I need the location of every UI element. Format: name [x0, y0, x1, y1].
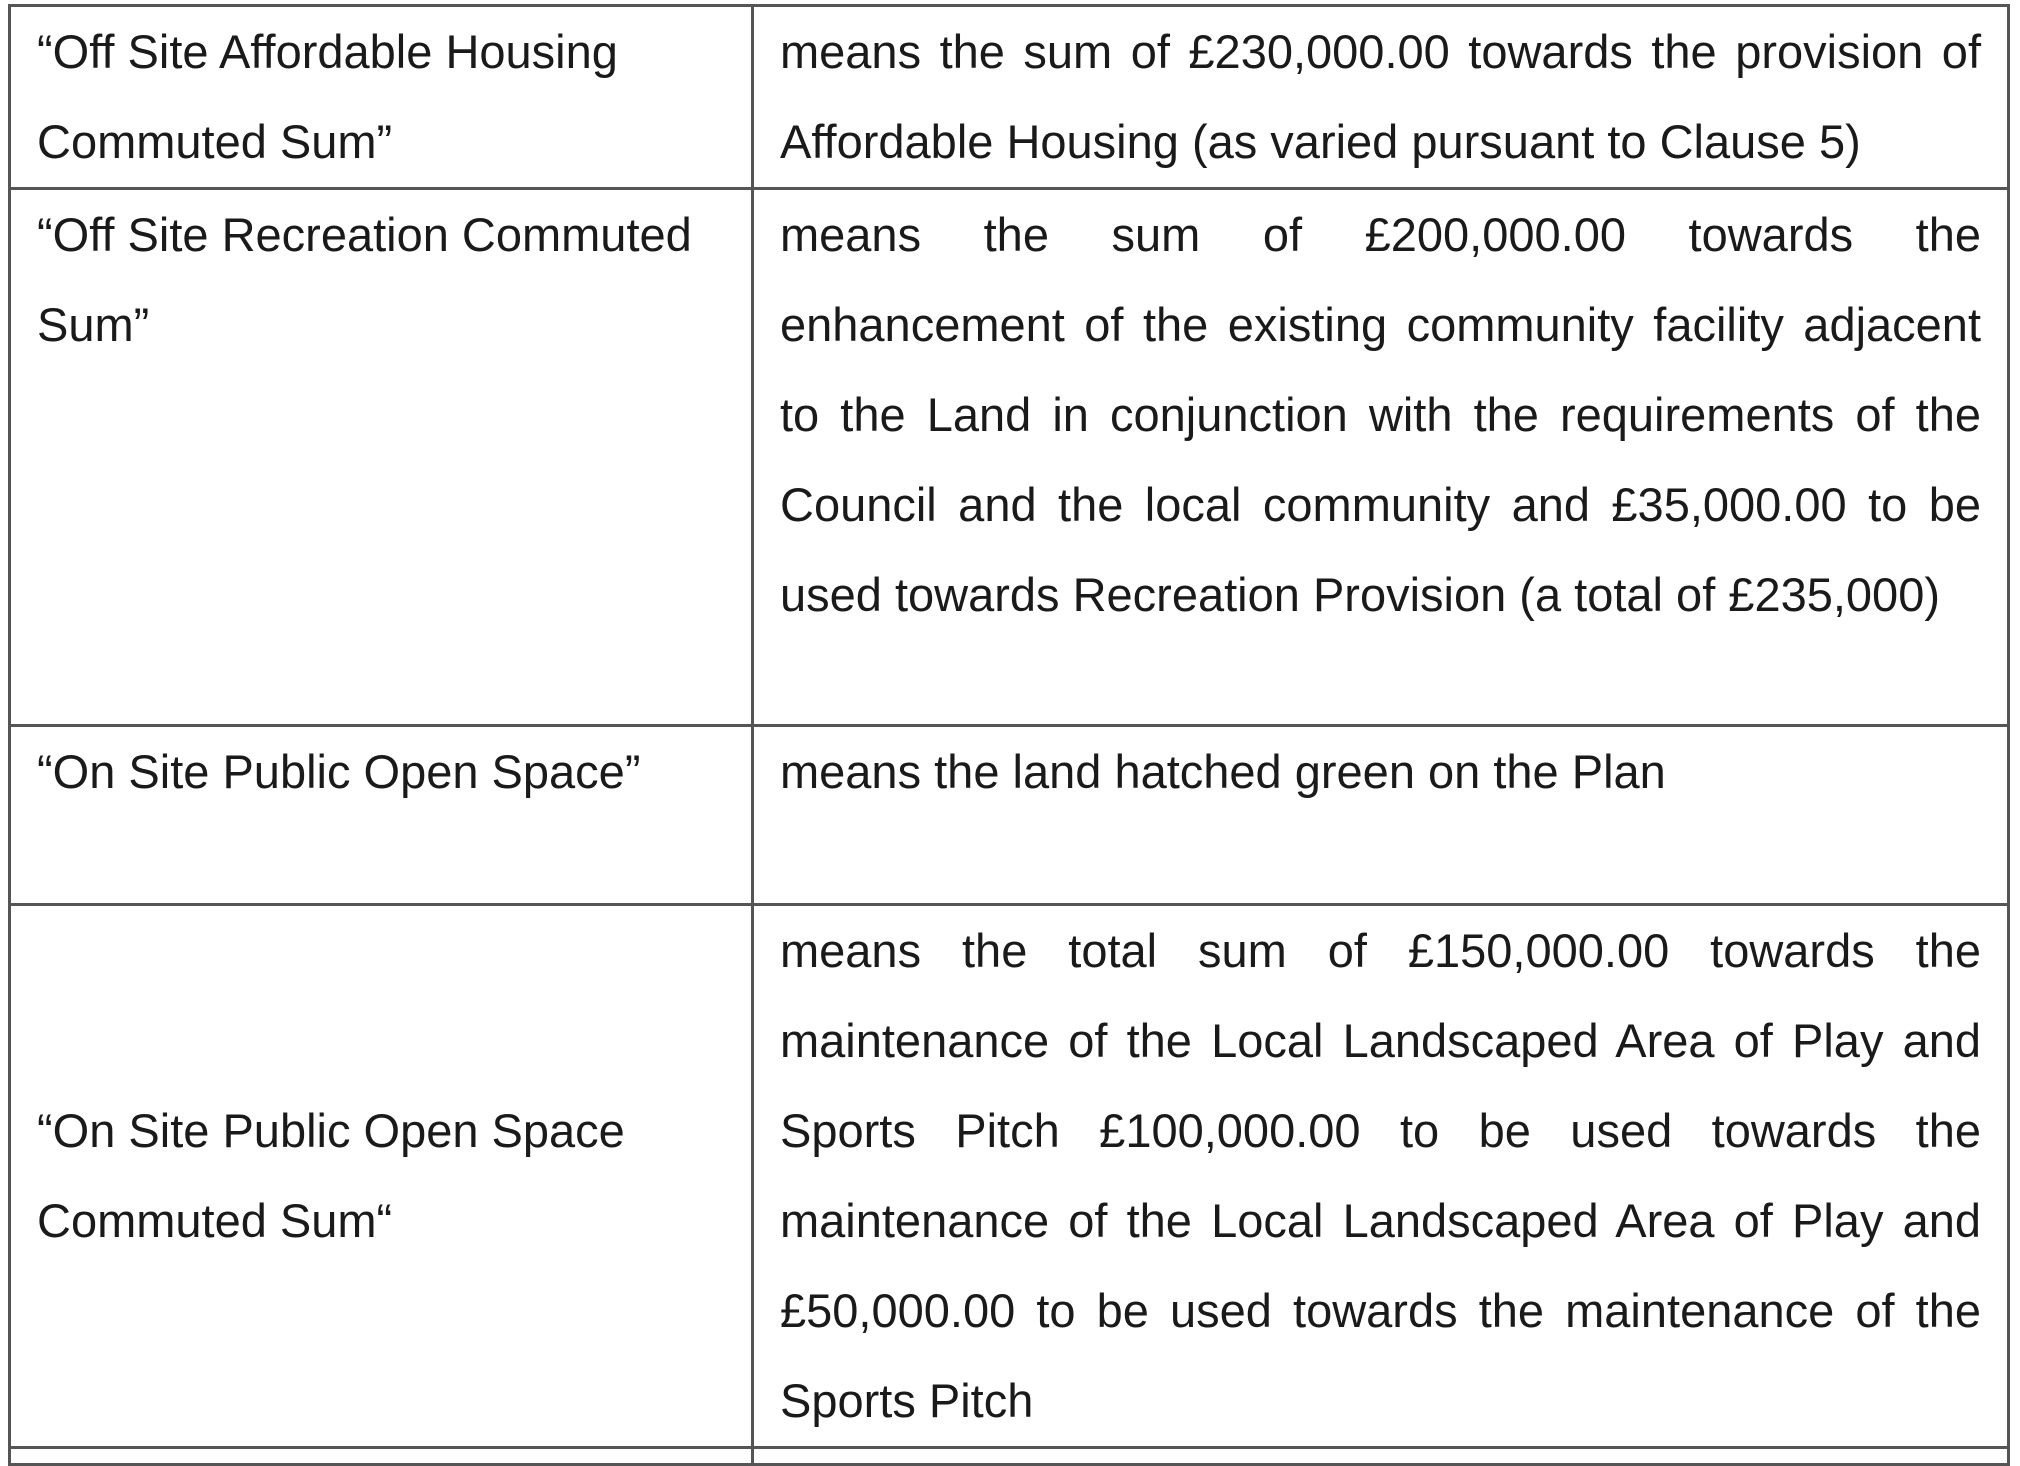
definition-cell-cut-off	[753, 1448, 2009, 1465]
definition-cell: means the land hatched green on the Plan	[753, 726, 2009, 905]
definition-cell: means the sum of £200,000.00 towards the enhancement of the existing community facility adjacent to the Land in conjunction with the requirements of the Council and the local community and £35,000.00 to be used towards Recreation Provision (a total of £235,000)	[753, 189, 2009, 726]
definition-cell: means the total sum of £150,000.00 towards the maintenance of the Local Landscaped Area of Play and Sports Pitch £100,000.00 to be used towards the maintenance of the Local Landscaped Area of Play and £50,000.00 to be used towards the maintenance of the Sports Pitch	[753, 905, 2009, 1448]
table-row	[10, 6, 2009, 189]
table-row	[10, 726, 2009, 905]
table-row	[10, 189, 2009, 726]
term-cell: “Off Site Recreation Commuted Sum”	[10, 189, 753, 726]
definition-cell: means the sum of £230,000.00 towards the provision of Affordable Housing (as varied pursuant to Clause 5)	[753, 6, 2009, 189]
term-cell: “On Site Public Open Space”	[10, 726, 753, 905]
table-row-cut-off	[10, 1448, 2009, 1465]
table-row	[10, 905, 2009, 1448]
term-cell: “On Site Public Open Space Commuted Sum“	[10, 905, 753, 1448]
term-cell: “Off Site Affordable Housing Commuted Sum”	[10, 6, 753, 189]
term-cell-cut-off	[10, 1448, 753, 1465]
definitions-table	[8, 4, 2010, 1466]
